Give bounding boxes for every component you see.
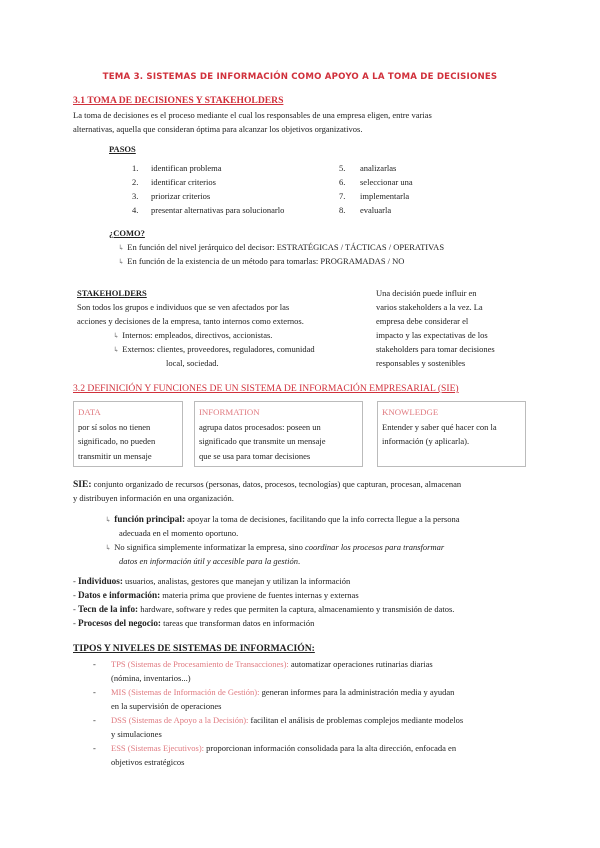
stakeholders-line-1: Son todos los grupos e individuos que se ven afectados por las (77, 302, 290, 312)
stakeholders-line-2: acciones y decisiones de la empresa, tanto internos como externos. (77, 316, 304, 326)
paso-number: 4. (132, 205, 139, 215)
paso-number: 5. (339, 163, 346, 173)
tipos-heading: TIPOS Y NIVELES DE SISTEMAS DE INFORMACIÓN: (73, 643, 315, 654)
sie-definition: SIE: conjunto organizado de recursos (personas, datos, procesos, tecnologías) que capturan, procesan, almacenan (73, 479, 462, 490)
paso-text: implementarla (360, 191, 410, 201)
component-datos: - Datos e información: materia prima que proviene de fuentes internas y externas (73, 590, 359, 600)
paso-text: identificar criterios (151, 177, 216, 187)
paso-number: 8. (339, 205, 346, 215)
paso-text: analizarlas (360, 163, 397, 173)
paso-text: identifican problema (151, 163, 222, 173)
data-box-line: transmitir un mensaje (78, 450, 152, 461)
no-significa: ↳ No significa simplemente informatizar la empresa, sino coordinar los procesos para transformar (105, 542, 445, 552)
stakeholders-internos: ↳ Internos: empleados, directivos, accionistas. (113, 330, 273, 340)
paso-text: priorizar criterios (151, 191, 211, 201)
knowledge-box (377, 401, 526, 467)
note-line: responsables y sostenibles (376, 358, 466, 368)
tipo-mis-cont: en la supervisión de operaciones (111, 701, 222, 711)
data-box-line: por sí solos no tienen (78, 421, 151, 432)
sie-definition-cont: y distribuyen información en una organización. (73, 493, 234, 503)
como-label: ¿COMO? (109, 228, 145, 238)
arrow-right-icon: ↳ (113, 345, 120, 354)
note-line: empresa debe considerar el (376, 316, 469, 326)
component-procesos: - Procesos del negocio: tareas que transforman datos en información (73, 618, 315, 628)
information-box-line: significado que transmite un mensaje (199, 436, 326, 446)
intro-line-2: alternativas, aquella que consideran óptima para alcanzar los objetivos organizativos. (73, 124, 363, 134)
information-box-line: que se usa para tomar decisiones (199, 450, 311, 461)
tipo-tps: - TPS (Sistemas de Procesamiento de Transacciones): automatizar operaciones rutinarias diarias (93, 659, 433, 669)
section-3-2-heading: 3.2 DEFINICIÓN Y FUNCIONES DE UN SISTEMA DE INFORMACIÓN EMPRESARIAL (SIE) (73, 383, 459, 394)
note-line: Una decisión puede influir en (376, 288, 477, 298)
tipo-ess: - ESS (Sistemas Ejecutivos): proporcionan información consolidada para la alta dirección, enfocada en (93, 743, 457, 753)
note-line: impacto y las expectativas de los (376, 330, 488, 340)
arrow-right-icon: ↳ (118, 243, 125, 252)
tipo-tps-cont: (nómina, inventarios...) (111, 673, 191, 683)
paso-number: 2. (132, 177, 139, 187)
data-box-head: DATA (78, 407, 101, 417)
paso-text: presentar alternativas para solucionarlo (151, 205, 285, 215)
knowledge-box-line: Entender y saber qué hacer con la (382, 421, 497, 432)
arrow-right-icon: ↳ (113, 331, 120, 340)
tipo-dss-cont: y simulaciones (111, 729, 162, 739)
document-title: TEMA 3. SISTEMAS DE INFORMACIÓN COMO APOYO A LA TOMA DE DECISIONES (102, 72, 498, 82)
knowledge-box-line: información (y aplicarla). (382, 436, 470, 446)
funcion-principal-cont: adecuada en el momento oportuno. (119, 528, 239, 538)
knowledge-box-head: KNOWLEDGE (382, 407, 439, 417)
paso-number: 7. (339, 191, 346, 201)
pasos-label: PASOS (109, 144, 136, 154)
no-significa-cont: datos en información útil y accesible para la gestión. (119, 556, 301, 566)
paso-text: evaluarla (360, 205, 392, 215)
data-box (73, 401, 183, 467)
tipo-ess-cont: objetivos estratégicos (111, 757, 185, 767)
information-box-line: agrupa datos procesados: poseen un (199, 421, 321, 432)
component-individuos: - Individuos: usuarios, analistas, gestores que manejan y utilizan la información (73, 576, 351, 586)
paso-number: 3. (132, 191, 139, 201)
note-line: stakeholders para tomar decisiones (376, 344, 495, 354)
tipo-dss: - DSS (Sistemas de Apoyo a la Decisión): facilitan el análisis de problemas complejos mediante modelos (93, 715, 464, 725)
funcion-principal: ↳ función principal: apoyar la toma de decisiones, facilitando que la info correcta llegue a la persona (105, 514, 460, 524)
intro-line-1: La toma de decisiones es el proceso mediante el cual los responsables de una empresa eligen, entre varias (73, 110, 432, 120)
stakeholders-externos: ↳ Externos: clientes, proveedores, reguladores, comunidad (113, 344, 315, 354)
information-box-head: INFORMATION (199, 407, 260, 417)
como-item: ↳ En función del nivel jerárquico del decisor: ESTRATÉGICAS / TÁCTICAS / OPERATIVAS (118, 242, 445, 252)
arrow-right-icon: ↳ (105, 543, 112, 552)
paso-number: 1. (132, 163, 139, 173)
arrow-right-icon: ↳ (105, 515, 112, 524)
section-3-1-heading: 3.1 TOMA DE DECISIONES Y STAKEHOLDERS (73, 95, 284, 106)
tipo-mis: - MIS (Sistemas de Información de Gestión): generan informes para la administración media y ayudan (93, 687, 455, 697)
information-box (194, 401, 363, 467)
note-line: varios stakeholders a la vez. La (376, 302, 483, 312)
data-box-line: significado, no pueden (78, 436, 156, 446)
arrow-right-icon: ↳ (118, 257, 125, 266)
stakeholders-label: STAKEHOLDERS (77, 288, 147, 298)
paso-text: seleccionar una (360, 177, 413, 187)
paso-number: 6. (339, 177, 346, 187)
como-item: ↳ En función de la existencia de un método para tomarlas: PROGRAMADAS / NO (118, 256, 405, 266)
component-tecnologia: - Tecn de la info: hardware, software y redes que permiten la captura, almacenamiento y transmisión de datos. (73, 604, 455, 614)
stakeholders-externos-cont: local, sociedad. (166, 358, 219, 368)
